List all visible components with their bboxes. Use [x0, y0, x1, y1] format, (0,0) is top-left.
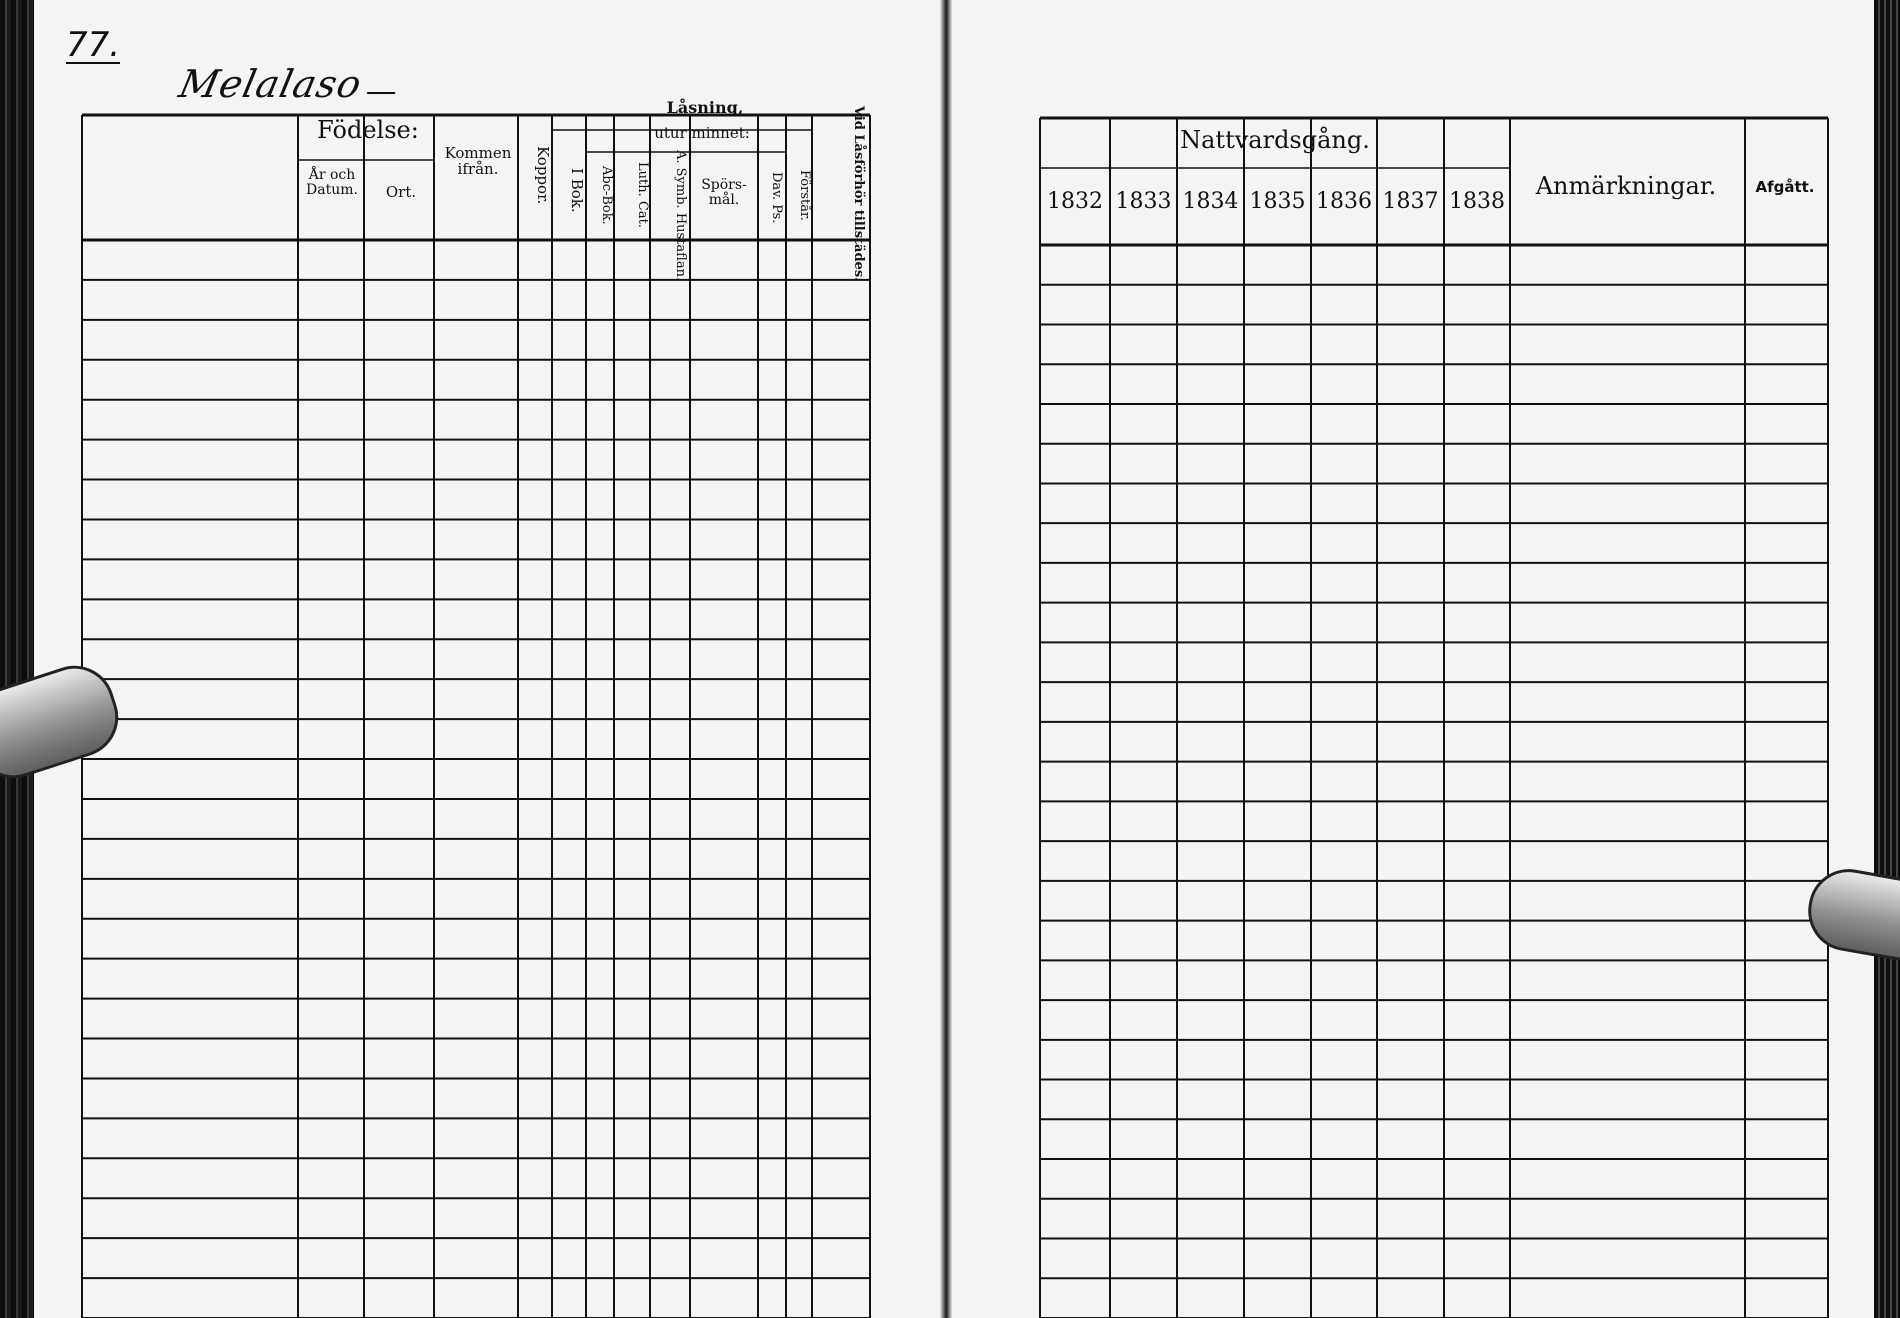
- header-nattvardsgang: Nattvardsgång.: [1180, 126, 1370, 154]
- header-fodelse: Födelse:: [317, 116, 419, 144]
- header-i-bok: I Bok.: [568, 167, 586, 213]
- header-dav-ps: Dav. Ps.: [769, 172, 784, 224]
- header-a-symb-hustaflan: A. Symb. Hustaflan.: [673, 150, 688, 282]
- year-header-1833: 1833: [1115, 189, 1172, 214]
- year-header-1835: 1835: [1249, 189, 1306, 214]
- header-abc-bok: Abc-Bok.: [599, 165, 614, 225]
- header-ar-och-datum: År och Datum.: [306, 167, 358, 198]
- header-sporsmal: Spörs-mål.: [701, 177, 747, 208]
- place-name-handwritten: Melalaso: [175, 62, 367, 106]
- header-forstar: Förstår.: [797, 169, 812, 221]
- header-kommen-ifran: Kommen ifrån.: [444, 144, 512, 178]
- year-header-1836: 1836: [1316, 189, 1372, 214]
- header-afgatt: Afgått.: [1755, 178, 1815, 196]
- header-vid-lasforhor-tillstades: Vid Låsförhör tillstädes.: [851, 106, 866, 282]
- header-luth-cat: Luth. Cat.: [635, 162, 650, 228]
- header-koppor: Koppor.: [534, 145, 552, 205]
- year-header-1832: 1832: [1047, 189, 1103, 214]
- page-number: 77.: [66, 25, 121, 65]
- year-header-1838: 1838: [1449, 189, 1505, 214]
- header-lasning: Låsning,: [666, 98, 744, 117]
- header-anmarkningar: Anmärkningar.: [1535, 172, 1717, 200]
- header-ort: Ort.: [385, 183, 417, 201]
- year-header-1837: 1837: [1382, 189, 1439, 214]
- year-header-1834: 1834: [1182, 189, 1239, 214]
- header-utur-minnet: utur minnet:: [654, 124, 750, 142]
